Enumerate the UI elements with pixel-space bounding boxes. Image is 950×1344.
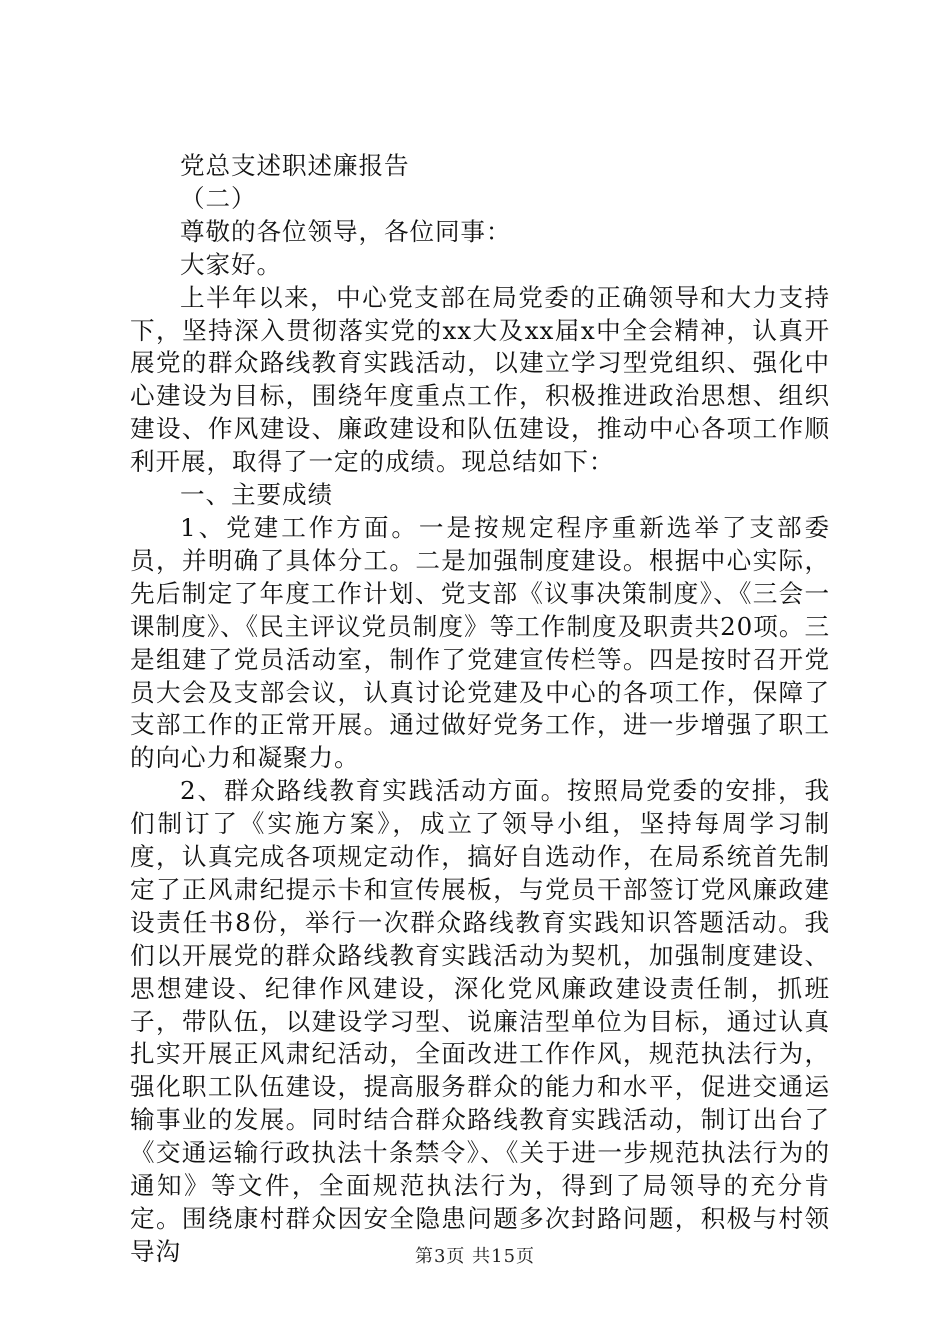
salutation: 尊敬的各位领导，各位同事： — [180, 216, 512, 246]
section-heading: 一、主要成绩 — [180, 480, 333, 510]
paragraph-mass-line: 2、群众路线教育实践活动方面。按照局党委的安排，我们制订了《实施方案》，成立了领导小组，坚持每周学习制度，认真完成各项规定动作，搞好自选动作，在局系统首先制定了正风肃纪提示卡和宣传展板，与党员干部签订党风廉政建设责任书8份，举行一次群众路线教育实践知识答题活动。我们以开展党的群众路线教育实践活动为契机，加强制度建设、思想建设、纪律作风建设，深化党风廉政建设责任制，抓班子，带队伍，以建设学习型、说廉洁型单位为目标，通过认真扎实开展正风肃纪活动，全面改进工作作风，规范执法行为，强化职工队伍建设，提高服务群众的能力和水平，促进交通运输事业的发展。同时结合群众路线教育实践活动，制订出台了《交通运输行政执法十条禁令》、《关于进一步规范执法行为的通知》等文件，全面规范执法行为，得到了局领导的充分肯定。围绕康村群众因安全隐患问题多次封路问题，积极与村领导沟 — [130, 776, 830, 1266]
document-subtitle: （二） — [180, 183, 257, 213]
paragraph-party-building: 1、党建工作方面。一是按规定程序重新选举了支部委员，并明确了具体分工。二是加强制度建设。根据中心实际，先后制定了年度工作计划、党支部《议事决策制度》、《三会一课制度》、《民主评议党员制度》等工作制度及职责共20项。三是组建了党员活动室，制作了党建宣传栏等。四是按时召开党员大会及支部会议，认真讨论党建及中心的各项工作，保障了支部工作的正常开展。通过做好党务工作，进一步增强了职工的向心力和凝聚力。 — [130, 512, 830, 773]
paragraph-intro: 上半年以来，中心党支部在局党委的正确领导和大力支持下，坚持深入贯彻落实党的xx大及xx届x中全会精神，认真开展党的群众路线教育实践活动，以建立学习型党组织、强化中心建设为目标，围绕年度重点工作，积极推进政治思想、组织建设、作风建设、廉政建设和队伍建设，推动中心各项工作顺利开展，取得了一定的成绩。现总结如下： — [130, 282, 830, 477]
document-body — [130, 150, 830, 1269]
page-number: 第3页 共15页 — [414, 1246, 536, 1267]
document-title: 党总支述职述廉报告 — [180, 151, 410, 180]
greeting: 大家好。 — [180, 249, 282, 279]
